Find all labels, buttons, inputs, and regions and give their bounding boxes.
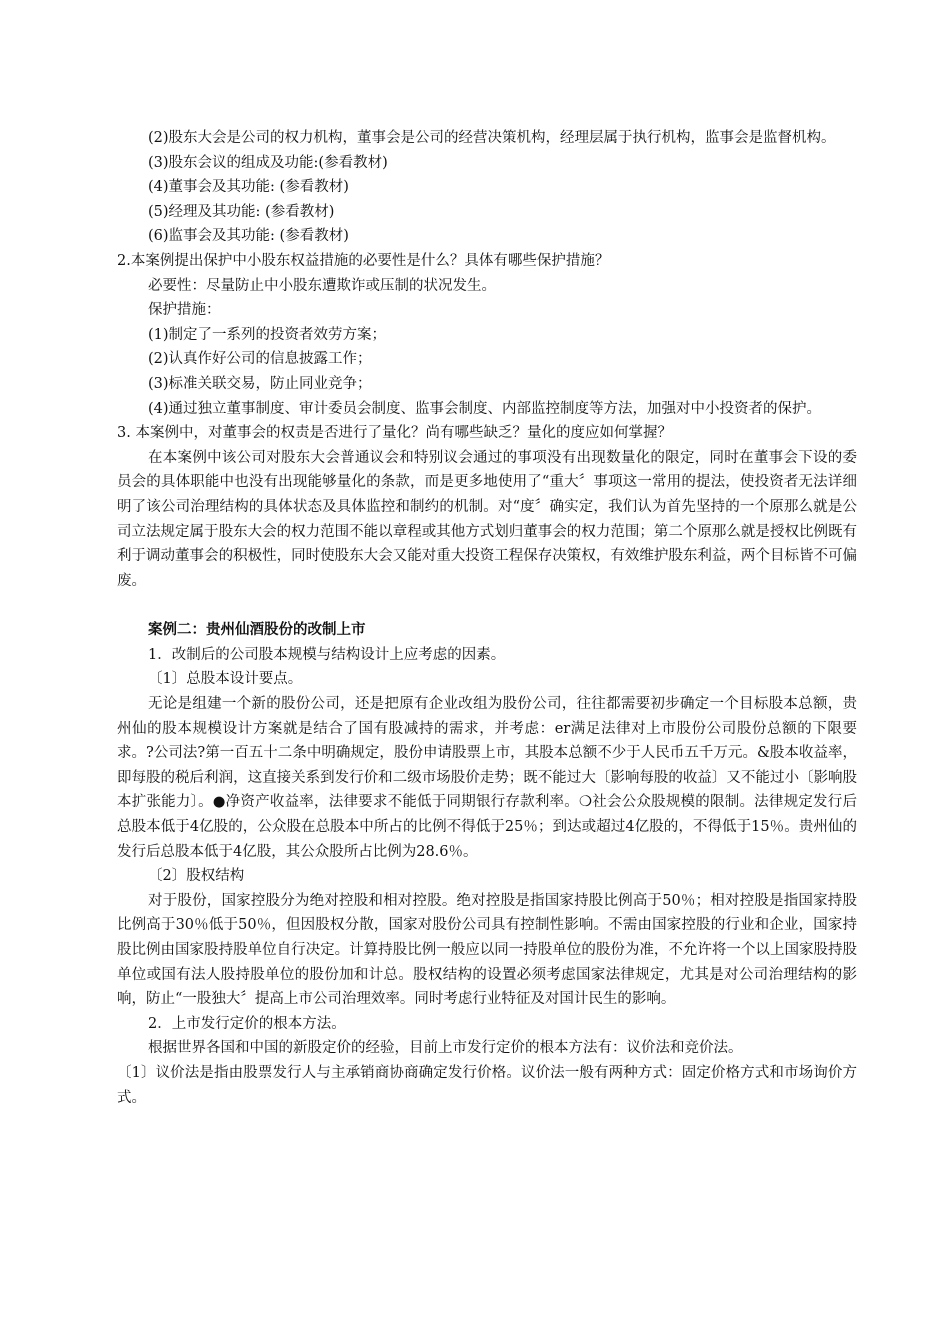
paragraph-p5: (6)监事会及其功能: (参看教材) xyxy=(148,228,349,245)
section-2-title: 2．上市发行定价的根本方法。 xyxy=(148,1015,346,1032)
measure-item-1: (1)制定了一系列的投资者效劳方案； xyxy=(148,326,387,343)
case-2-heading: 案例二：贵州仙酒股份的改制上市 xyxy=(148,621,366,639)
paragraph-necessity: 必要性：尽量防止中小股东遭欺诈或压制的状况发生。 xyxy=(148,277,496,294)
paragraph-p2: (3)股东会议的组成及功能:(参看教材) xyxy=(148,154,388,171)
paragraph-negotiation-method: 〔1〕议价法是指由股票发行人与主承销商协商确定发行价格。议价法一般有两种方式：固定价格方式和市场询价方式。 xyxy=(117,1064,857,1106)
section-1-title: 1．改制后的公司股本规模与结构设计上应考虑的因素。 xyxy=(148,646,506,663)
paragraph-p4: (5)经理及其功能: (参看教材) xyxy=(148,203,335,220)
question-3: 3. 本案例中，对董事会的权责是否进行了量化？尚有哪些缺乏？量化的度应如何掌握？ xyxy=(117,425,672,442)
paragraph-answer-3: 在本案例中该公司对股东大会普通议会和特别议会通过的事项没有出现数量化的限定，同时在董事会下设的委员会的具体职能中也没有出现能够量化的条款，而是更多地使用了“重大〞事项这一常用的提法，使投资者无法详细明了该公司治理结构的具体状态及具体监控和制约的机制。对“度〞确实定，我们认为首先坚持的一个原那么就是公司立法规定属于股东大会的权力范围不能以章程或其他方式划归董事会的权力范围；第二个原那么就是授权比例既有利于调动董事会的积极性，同时使股东大会又能对重大投资工程保存决策权，有效维护股东利益，两个目标皆不可偏废。 xyxy=(117,449,857,589)
measure-item-3: (3)标准关联交易，防止同业竞争； xyxy=(148,375,372,392)
measure-item-2: (2)认真作好公司的信息披露工作； xyxy=(148,351,372,368)
paragraph-measures-label: 保护措施： xyxy=(148,302,221,319)
paragraph-equity-structure: 对于股份，国家控股分为绝对控股和相对控股。绝对控股是指国家持股比例高于50％；相对控股是指国家持股比例高于30％低于50％，但因股权分散，国家对股份公司具有控制性影响。不需由国家控股的行业和企业，国家持股比例由国家股持股单位自行决定。计算持股比例一般应以同一持股单位的股份为准，不允许将一个以上国家股持股单位或国有法人股持股单位的股份加和计总。股权结构的设置必须考虑国家法律规定，尤其是对公司治理结构的影响，防止“一股独大〞提高上市公司治理效率。同时考虑行业特征及对国计民生的影响。 xyxy=(117,892,857,1008)
subsection-1-title: 〔1〕总股本设计要点。 xyxy=(148,671,303,688)
document-page xyxy=(117,126,857,1110)
subsection-2-title: 〔2〕股权结构 xyxy=(148,868,245,885)
paragraph-p3: (4)董事会及其功能: (参看教材) xyxy=(148,179,349,196)
blank-line xyxy=(117,593,857,618)
paragraph-p1: (2)股东大会是公司的权力机构，董事会是公司的经营决策机构，经理层属于执行机构，监事会是监督机构。 xyxy=(148,130,836,146)
measure-item-4: (4)通过独立董事制度、审计委员会制度、监事会制度、内部监控制度等方法，加强对中小投资者的保护。 xyxy=(148,400,822,417)
paragraph-share-capital: 无论是组建一个新的股份公司，还是把原有企业改组为股份公司，往往都需要初步确定一个目标股本总额，贵州仙的股本规模设计方案就是结合了国有股减持的需求，并考虑：er满足法律对上市股份公司股份总额的下限要求。?公司法?第一百五十二条中明确规定，股份申请股票上市，其股本总额不少于人民币五千万元。&股本收益率，即每股的税后利润，这直接关系到发行价和二级市场股价走势；既不能过大〔影响每股的收益〕又不能过小〔影响股本扩张能力〕。●净资产收益率，法律要求不能低于同期银行存款利率。❍社会公众股规模的限制。法律规定发行后总股本低于4亿股的，公众股在总股本中所占的比例不得低于25％；到达或超过4亿股的，不得低于15％。贵州仙的发行后总股本低于4亿股，其公众股所占比例为28.6％。 xyxy=(117,696,857,860)
question-2: 2.本案例提出保护中小股东权益措施的必要性是什么？具体有哪些保护措施？ xyxy=(117,252,610,269)
paragraph-pricing-methods: 根据世界各国和中国的新股定价的经验，目前上市发行定价的根本方法有：议价法和竞价法。 xyxy=(148,1040,743,1057)
